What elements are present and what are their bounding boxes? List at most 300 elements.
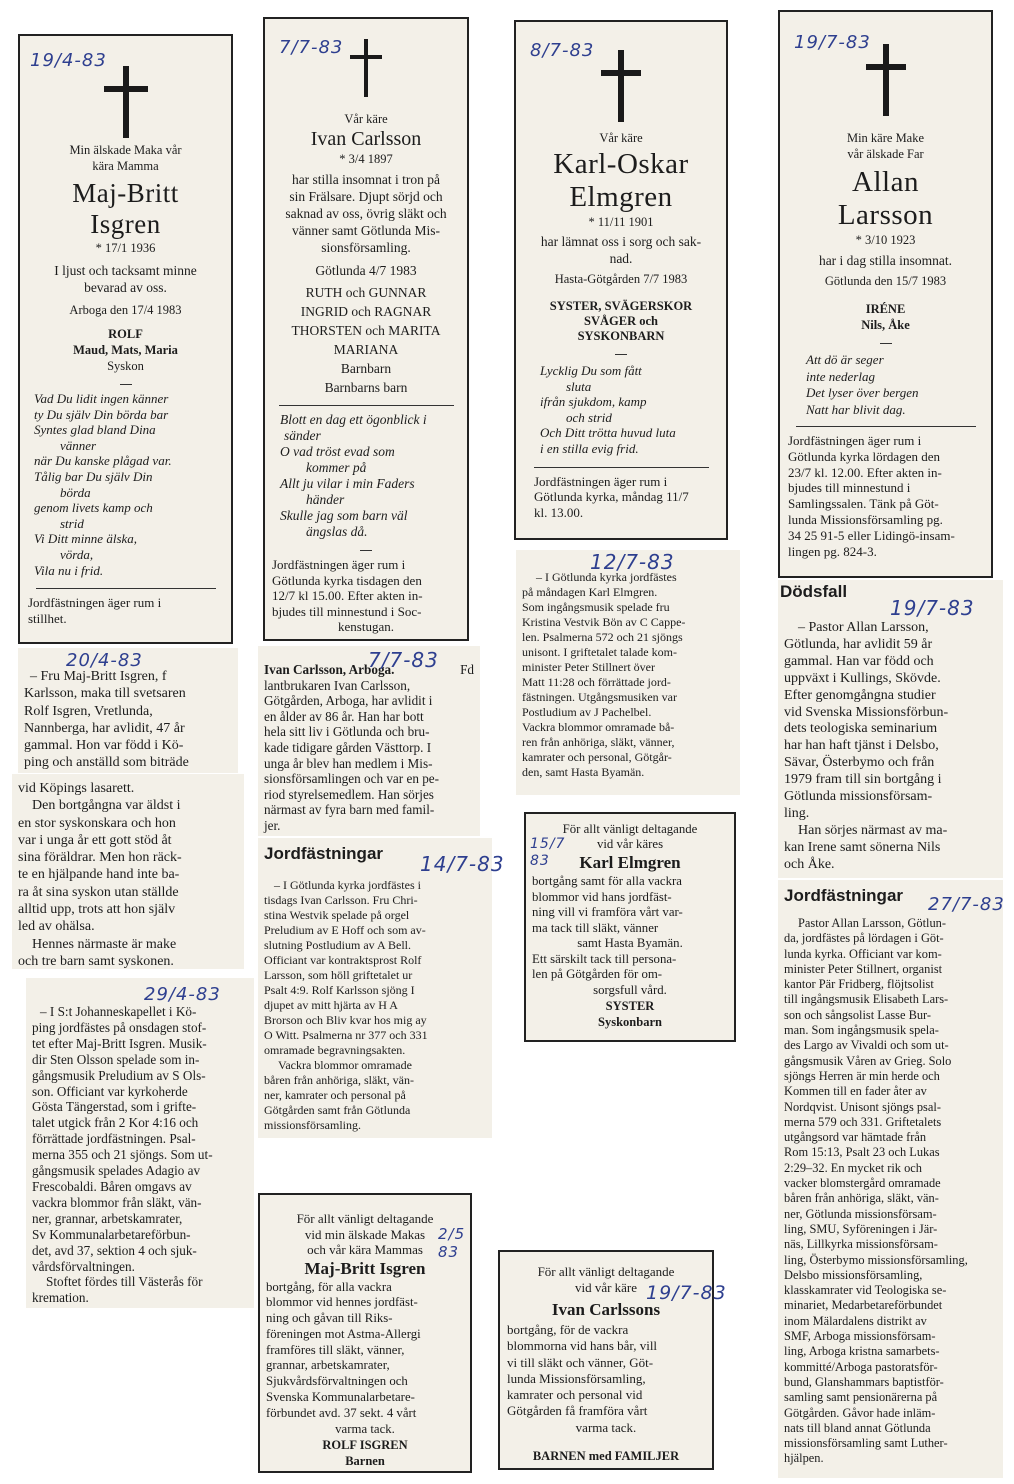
family-line: ROLF <box>108 327 143 341</box>
poem-line: Och Ditt trötta huvud luta <box>540 425 676 441</box>
poem-line: strid <box>60 515 84 531</box>
article-line: Kristina Vestvik Bön av C Cappe- <box>522 615 686 629</box>
poem-line: Skulle jag som barn väl <box>280 508 408 523</box>
family-line: THORSTEN och MARITA <box>291 323 441 338</box>
intro-line: För allt vänligt deltagande <box>537 1264 675 1279</box>
article-line: 1979 fram till sin bortgång i <box>784 772 942 788</box>
article-line: vårdsförvaltningen. <box>32 1258 135 1274</box>
handwritten-date: 19/4-83 <box>30 50 107 71</box>
funeral-info: Götlunda kyrka lördagen den <box>788 448 940 464</box>
death-notice-ivan <box>263 17 469 641</box>
article-line: Den bortgångna var äldst i <box>32 798 181 814</box>
notice-text-line: sin Frälsare. Djupt sörjd och <box>289 189 443 204</box>
article-majbritt-continued <box>12 774 244 969</box>
place-date: Arboga den 17/4 1983 <box>69 303 182 317</box>
birth-date: * 11/11 1901 <box>588 215 654 229</box>
poem <box>272 412 460 540</box>
article-line: ling, Österbymo missionsförsamling, <box>784 1252 968 1267</box>
intro-line: vid vår käres <box>596 837 664 851</box>
article-line: klasskamrater vid Teologiska se- <box>784 1283 947 1298</box>
intro-line: och vår kära Mammas <box>307 1242 423 1257</box>
section-heading: Jordfästningar <box>784 886 904 905</box>
cross-icon <box>350 39 382 97</box>
intro-line: Vår käre <box>599 131 643 145</box>
funeral-info: Jordfästningen äger rum i <box>534 473 668 489</box>
article-line: Rom 15:13, Psalt 23 och Lukas <box>784 1145 940 1160</box>
intro-line: Min käre Make <box>846 131 925 145</box>
article-line: Kommen till en fader åter av <box>784 1084 927 1099</box>
funeral-info: lunda Missionsförsamling pg. <box>788 511 943 527</box>
signature: Barnen <box>345 1454 385 1469</box>
deceased-name: Isgren <box>90 209 161 239</box>
thanks-line: blommorna vid hans bår, vill <box>507 1338 658 1354</box>
article-line: nats till bland annat Götlunda <box>784 1420 931 1435</box>
poem-line: Blott en dag ett ögonblick i <box>280 412 427 427</box>
article-line: utgångsord var hämtade från <box>784 1130 927 1145</box>
article-line: Psalt 4:9. Rolf Karlsson sjöng I <box>264 983 415 997</box>
memorial-line: bevarad av oss. <box>84 280 167 295</box>
handwritten-date: 29/4-83 <box>144 984 221 1005</box>
article-line: Sv Kommunalarbetareförbun- <box>32 1226 191 1242</box>
article-line: man. Som ingångsmusik spela- <box>784 1023 939 1038</box>
article-line: till ingångsmusik Elisabeth Lars- <box>784 992 949 1007</box>
article-line: minister Peter Stillnert, organist <box>784 961 943 976</box>
family-line: Nils, Åke <box>861 318 910 332</box>
article-line: ner, kamrater och personal på <box>264 1088 406 1102</box>
poem-line: Vi Ditt minne älska, <box>34 531 138 547</box>
birth-date: * 3/4 1897 <box>339 152 393 166</box>
funeral-info: stillhet. <box>28 610 67 626</box>
article-line: SMF, Arboga missionsförsam- <box>784 1329 936 1344</box>
thanks-line: blommor vid hans jordfäst- <box>532 889 672 904</box>
article-line: den, samt Hasta Byamän. <box>522 765 645 779</box>
poem-line: ifrån sjukdom, kamp <box>540 394 647 410</box>
deceased-name: Maj-Britt Isgren <box>304 1258 426 1278</box>
article-line: och Åke. <box>784 856 835 872</box>
article-line: Frescobaldi. Båren omgavs av <box>32 1178 192 1194</box>
article-line: Han sörjes närmast av ma- <box>798 822 948 838</box>
family-line: IRÉNE <box>865 302 906 316</box>
article-line: har han haft tjänst i Delsbo, <box>784 738 939 754</box>
article-line: lantbrukaren Ivan Carlsson, <box>264 677 411 693</box>
funeral-info: bjudes till minnestund i <box>788 480 911 496</box>
family-line: Barnbarn <box>340 361 392 376</box>
article-line: stina Westvik spelade på orgel <box>264 908 410 922</box>
deceased-name: Ivan Carlssons <box>551 1300 661 1319</box>
poem-line: i en stilla evig frid. <box>540 440 639 456</box>
article-line: sionsförsamlingen och var en pe- <box>264 771 440 787</box>
article-line: – I Götlunda kyrka jordfästes <box>536 570 677 584</box>
handwritten-date: 8/7-83 <box>530 40 595 61</box>
funeral-info: Samlingssalen. Tänk på Göt- <box>788 496 939 512</box>
cross-icon <box>601 50 641 122</box>
poem-line: Lycklig Du som fått <box>540 363 642 378</box>
article-line: Sävar, Österbymo och från <box>784 755 935 771</box>
birth-date: * 17/1 1936 <box>95 241 156 255</box>
article-line: var i unga år ett gott stöd åt <box>18 832 172 848</box>
article-allan-death <box>778 580 1003 878</box>
signature: BARNEN med FAMILJER <box>532 1449 680 1464</box>
thanks-line: ning och gåvan till Riks- <box>266 1311 393 1326</box>
family-line: Barnbarns barn <box>324 380 408 395</box>
article-majbritt-death <box>18 648 238 773</box>
article-line: te en hjälpande hand inte ba- <box>18 867 180 883</box>
poem-line: vörda, <box>60 546 94 562</box>
article-line: vackra blommor från släkt, vän- <box>32 1194 202 1210</box>
article-line: len. Psalmerna 572 och 21 sjöngs <box>522 630 683 644</box>
article-line: da, jordfästes på lördagen i Göt- <box>784 931 944 946</box>
poem-line: Vila nu i frid. <box>34 562 104 578</box>
poem <box>28 391 223 578</box>
thanks-line: framföres till släkt, vänner, <box>266 1342 405 1357</box>
funeral-info: 23/7 kl. 12.00. Efter akten in- <box>788 464 942 480</box>
intro-line: För allt vänligt deltagande <box>562 822 698 836</box>
article-line: ra åt sina syskon utan ställde <box>18 884 179 900</box>
article-majbritt-funeral <box>26 978 254 1308</box>
signature: ROLF ISGREN <box>322 1438 408 1453</box>
article-line: Götgården samt från Götlunda <box>264 1103 411 1117</box>
notice-text-line: sionsförsamling. <box>321 240 411 255</box>
article-line: dir Sten Olsson spelade som in- <box>32 1051 200 1067</box>
place-date: Hasta-Götgården 7/7 1983 <box>554 272 688 286</box>
article-line: Nordqvist. Unisont sjöngs psal- <box>784 1099 941 1114</box>
section-heading: Dödsfall <box>780 582 848 601</box>
article-line: på måndagen Karl Elmgren. <box>522 585 658 599</box>
article-line: omramade begravningsakten. <box>264 1043 406 1057</box>
thanks-line: varma tack. <box>575 1419 637 1435</box>
funeral-info: kenstugan. <box>338 619 394 634</box>
notice-text-line: har lämnat oss i sorg och sak- <box>540 234 702 249</box>
funeral-info: kl. 13.00. <box>534 505 584 521</box>
article-line: – I S:t Johanneskapellet i Kö- <box>40 1004 197 1019</box>
article-line: – Pastor Allan Larsson, <box>798 620 929 635</box>
intro-line: kära Mamma <box>92 159 159 173</box>
article-line: jer. <box>264 817 281 833</box>
thanks-line: varma tack. <box>335 1421 395 1436</box>
handwritten-date: 19/7-83 <box>890 596 975 620</box>
article-line: kommitté/Arboga pastoratsför- <box>784 1359 938 1374</box>
article-line: vid Köpings lasarett. <box>18 781 135 796</box>
article-line: sjöngs Herren är min herde och <box>784 1068 940 1083</box>
thanks-line: förbundet avd. 37 sekt. 4 vårt <box>266 1405 417 1420</box>
article-line: gammal. Han var född och <box>784 653 934 669</box>
notice-text-line: nad. <box>609 251 633 266</box>
article-line: Vackra blommor omramade <box>278 1058 412 1072</box>
article-line: ping jordfästes på onsdagen stof- <box>32 1019 207 1035</box>
article-line: vacker blomstergård omramade <box>784 1176 941 1191</box>
article-lead: Ivan Carlsson, Arboga. <box>264 662 395 677</box>
poem-line: när Du kanske plågad var. <box>34 453 172 469</box>
thanks-line: sorgsfull vård. <box>593 982 667 997</box>
signature: Syskonbarn <box>598 1015 662 1029</box>
handwritten-date: 19/7-83 <box>646 1282 727 1304</box>
intro-line: Vår käre <box>344 112 388 126</box>
intro-line: För allt vänligt deltagande <box>296 1211 434 1226</box>
thanks-notice-ivan <box>498 1250 727 1470</box>
article-allan-funeral <box>778 880 1003 1478</box>
article-line: 2:29–32. En mycket rik och <box>784 1160 922 1175</box>
article-line: Pastor Allan Larsson, Götlun- <box>798 916 946 930</box>
poem-line: sänder <box>284 428 321 443</box>
article-line: Officiant var kontraktsprost Rolf <box>264 953 422 967</box>
notice-text-line: saknad av oss, övrig släkt och <box>285 206 447 221</box>
section-heading: Jordfästningar <box>264 844 384 863</box>
thanks-line: bortgång, för de vackra <box>507 1322 629 1337</box>
handwritten-date: 15/7 83 <box>530 836 566 869</box>
article-line: merna 355 och 21 sjöngs. Som ut- <box>32 1147 213 1163</box>
poem-line: börda <box>60 484 91 500</box>
article-line: ping och anställd som biträde <box>24 755 189 771</box>
article-line: gammal. Hon var född i Kö- <box>24 738 184 754</box>
handwritten-date: 27/7-83 <box>928 894 1005 915</box>
thanks-line: bortgång, för alla vackra <box>266 1279 392 1294</box>
article-line: Stoftet fördes till Västerås för <box>46 1274 203 1290</box>
article-line: en ålder av 86 år. Han har bott <box>264 708 424 724</box>
article-line: närmast av fyra barn med famil- <box>264 802 435 818</box>
article-line: tisdags Ivan Carlsson. Fru Chri- <box>264 893 418 907</box>
article-line: Gösta Tängerstad, som i grifte- <box>32 1099 197 1115</box>
death-notice-allan <box>778 10 993 578</box>
article-line: Rolf Isgren, Vretlunda, <box>24 703 153 719</box>
cross-icon <box>866 44 906 116</box>
article-line: ling. <box>784 805 810 821</box>
funeral-info: lingen pg. 824-3. <box>788 543 877 559</box>
handwritten-date: 12/7-83 <box>590 550 675 574</box>
funeral-info: Jordfästningen äger rum i <box>272 557 406 572</box>
handwritten-date: 7/7-83 <box>368 648 439 672</box>
article-line: ren från anhöriga, släkt, vänner, <box>522 735 675 749</box>
article-line: Götgården. Gåvor hade inläm- <box>784 1405 936 1420</box>
thanks-line: Götgården få framföra vårt <box>507 1403 648 1419</box>
poem-line: inte nederlag <box>806 368 875 384</box>
article-line: uppväxt i Kullings, Skövde. <box>784 670 941 686</box>
poem-line: sluta <box>566 378 592 394</box>
intro-line: Min älskade Maka vår <box>69 143 182 157</box>
article-line: ner, grannar, arbetskamrater, <box>32 1210 183 1226</box>
poem-line: genom livets kamp och <box>34 500 153 516</box>
article-line: sina föräldrar. Men hon räck- <box>18 850 182 866</box>
notice-text-line: har stilla insomnat i tron på <box>291 172 441 187</box>
thanks-line: len på Götgården för om- <box>532 967 663 981</box>
article-line: dets teologiska seminarium <box>784 721 938 737</box>
article-line: gångsmusik Preludium av S Ols- <box>32 1067 206 1083</box>
article-line: Matt 11:28 och förrättade jord- <box>522 675 671 689</box>
article-line: son och sångsolist Lasse Bur- <box>784 1007 932 1022</box>
deceased-name: Ivan Carlsson <box>310 128 422 150</box>
handwritten-date: 7/7-83 <box>279 37 344 58</box>
deceased-name: Larsson <box>837 199 934 231</box>
article-line: merna 579 och 331. Griftetalets <box>784 1114 942 1129</box>
thanks-line: bortgång samt för alla vackra <box>532 874 682 888</box>
place-date: Götlunda den 15/7 1983 <box>824 274 947 288</box>
article-line: samling samt pensionärerna på <box>784 1390 938 1405</box>
article-line: inom Mälardalens distrikt av <box>784 1313 927 1328</box>
article-karl-funeral <box>516 550 740 795</box>
thanks-notice-karl <box>524 812 736 1042</box>
handwritten-date: 2/5 83 <box>438 1225 466 1261</box>
poem-line: Natt har blivit dag. <box>806 401 906 417</box>
article-line: Delsbo missionsförsamling, <box>784 1267 923 1282</box>
poem-line: ty Du själv Din börda bar <box>34 406 169 422</box>
article-line: Preludium av E Hoff och som av- <box>264 923 426 937</box>
article-line: gångsmusik Våren av Grieg. Solo <box>784 1053 952 1068</box>
article-line: kamrater och personal, Götgår- <box>522 750 672 764</box>
birth-date: * 3/10 1923 <box>855 233 916 247</box>
article-line: riod styrelsemedlem. Han sörjes <box>264 786 434 802</box>
article-line: näs, Lillkyrka missionsförsam- <box>784 1237 938 1252</box>
article-line: det, avd 37, sektion 4 och sjuk- <box>32 1242 197 1258</box>
signature: SYSTER <box>605 999 655 1013</box>
article-line: en stor syskonskara och hon <box>18 815 176 831</box>
deceased-name: Elmgren <box>569 181 673 213</box>
poem-line: Det lyser över bergen <box>806 385 919 400</box>
article-line: ner, Götlunda missionsförsam- <box>784 1206 937 1221</box>
funeral-info: Jordfästningen äger rum i <box>28 595 162 611</box>
poem-line: och strid <box>566 409 612 425</box>
handwritten-date: 14/7-83 <box>420 852 505 876</box>
article-line: ling, SMU, Syföreningen i Jär- <box>784 1221 938 1236</box>
article-line: bund, Glanshammars baptistför- <box>784 1374 944 1389</box>
article-line: missionsförsamling samt Luther- <box>784 1436 948 1451</box>
notice-text-line: har i dag stilla insomnat. <box>818 253 953 268</box>
article-ivan-death <box>258 646 480 836</box>
intro-line: vid vår käre <box>574 1280 638 1295</box>
thanks-line: vi till släkt och vänner, Göt- <box>507 1354 654 1370</box>
article-line: Karlsson, maka till svetsaren <box>24 686 186 702</box>
funeral-info: 12/7 kl 15.00. Efter akten in- <box>272 588 423 603</box>
article-line: led av ohälsa. <box>18 919 95 935</box>
article-line: son. Officiant var kyrkoherde <box>32 1083 188 1099</box>
thanks-line: ning vill vi framföra vårt var- <box>532 905 683 919</box>
thanks-line: lunda Missionsförsamling, <box>507 1370 646 1386</box>
article-line: Fd <box>460 662 474 677</box>
funeral-info: bjudes till minnestund i Soc- <box>272 603 422 619</box>
death-notice-karl <box>514 20 728 540</box>
family-line: SYSKONBARN <box>577 329 665 343</box>
poem-line: Att dö är seger <box>806 352 884 367</box>
thanks-line: kamrater och personal vid <box>507 1387 643 1403</box>
poem-line: kommer på <box>306 460 367 475</box>
article-line: Brorson och Bliv kvar hos mig ay <box>264 1013 427 1027</box>
funeral-info: 34 25 91-5 eller Lidingö-insam- <box>788 527 955 543</box>
family-line: RUTH och GUNNAR <box>305 285 427 300</box>
deceased-name: Karl-Oskar <box>553 148 689 180</box>
article-line: kade tidigare gården Västtorp. I <box>264 739 432 755</box>
family-line: SYSTER, SVÄGERSKOR <box>549 299 693 313</box>
article-line: unisont. I griftetalet talade kom- <box>522 645 677 659</box>
poem <box>788 352 983 418</box>
thanks-line: Sjukvårdsförvaltningen och <box>266 1374 408 1389</box>
article-line: förrättade jordfästningen. Psal- <box>32 1131 196 1147</box>
article-line: alltid upp, trots att hon själv <box>18 902 176 918</box>
article-line: båren från anhöriga, släkt, vän- <box>784 1191 939 1206</box>
poem-line: Syntes glad bland Dina <box>34 422 156 438</box>
deceased-name: Karl Elmgren <box>579 853 681 872</box>
article-line: båren från anhöriga, släkt, vän- <box>264 1073 414 1087</box>
article-line: fästningen. Utgångsmusiken var <box>522 690 677 704</box>
article-line: djupet av mitt hjärta av H A <box>264 998 398 1012</box>
article-line: Postludium av J Pachelbel. <box>522 705 652 719</box>
article-line: slutning Postludium av A Bell. <box>264 938 412 952</box>
memorial-line: I ljust och tacksamt minne <box>54 263 197 278</box>
thanks-line: Ett särskilt tack till persona- <box>532 951 677 966</box>
article-line: och tre barn samt syskonen. <box>18 953 174 969</box>
poem <box>524 363 718 457</box>
article-line: Nannberga, har avlidit, 47 år <box>24 720 185 736</box>
poem-line: vänner <box>60 437 97 453</box>
article-line: minister Peter Stillnert över <box>522 660 655 674</box>
article-line: Larsson, som höll griftetalet ur <box>264 968 413 982</box>
funeral-info: Jordfästningen äger rum i <box>788 433 922 448</box>
poem-line: Tålig bar Du själv Din <box>34 468 153 484</box>
poem-line: Vad Du lidit ingen känner <box>34 391 169 406</box>
thanks-line: Svenska Kommunalarbetare- <box>266 1390 415 1405</box>
article-line: Som ingångsmusik spelade fru <box>522 600 670 614</box>
article-line: tet efter Maj-Britt Isgren. Musik- <box>32 1035 207 1051</box>
funeral-info: Götlunda kyrka tisdagen den <box>272 572 422 588</box>
article-line: des Largo av Vivaldi och som ut- <box>784 1038 949 1053</box>
deceased-name: Maj-Britt <box>72 178 179 208</box>
article-line: Efter genomgångna studier <box>784 687 936 703</box>
intro-line: vår älskade Far <box>847 147 924 161</box>
article-line: O Witt. Psalmerna nr 377 och 331 <box>264 1028 428 1042</box>
article-line: missionsförsamling. <box>264 1118 362 1132</box>
thanks-line: blommor vid hennes jordfäst- <box>266 1295 418 1310</box>
place-date: Götlunda 4/7 1983 <box>315 263 417 278</box>
poem-line: Allt ju vilar i min Faders <box>280 476 415 491</box>
article-line: kremation. <box>32 1290 89 1306</box>
thanks-line: föreningen mot Astma-Allergi <box>266 1326 421 1341</box>
poem-line: händer <box>306 492 345 507</box>
funeral-info: Götlunda kyrka, måndag 11/7 <box>534 489 689 505</box>
article-line: vid Svenska Missionsförbun- <box>784 704 949 720</box>
handwritten-date: 20/4-83 <box>66 650 143 671</box>
notice-text-line: vänner samt Götlunda Mis- <box>291 223 441 238</box>
family-line: INGRID och RAGNAR <box>300 304 432 319</box>
death-notice-majbritt <box>18 34 233 644</box>
article-line: minariet, Medarbetareförbundet <box>784 1298 943 1313</box>
article-ivan-funeral <box>258 838 505 1138</box>
family-line: Syskon <box>107 359 144 373</box>
article-line: Hennes närmaste är make <box>32 936 177 952</box>
poem-line: ängslas då. <box>306 524 368 539</box>
article-line: ling, Arboga kristna samarbets- <box>784 1344 940 1359</box>
article-line: lunda kyrka. Officiant var kom- <box>784 946 942 961</box>
article-line: Götlunda missionsförsam- <box>784 789 933 805</box>
article-line: Götlunda, har avlidit 59 år <box>784 636 933 652</box>
thanks-line: samt Hasta Byamän. <box>577 936 683 950</box>
article-line: talet utgick från 2 Kor 4:16 och <box>32 1115 199 1131</box>
handwritten-date: 19/7-83 <box>794 32 871 53</box>
family-line: Maud, Mats, Maria <box>73 343 178 357</box>
article-line: kan Irene samt sönerna Nils <box>784 839 941 855</box>
cross-icon <box>104 66 148 138</box>
thanks-line: ma tack till släkt, vänner <box>532 920 659 935</box>
article-line: hela sitt liv i Götlunda och bru- <box>264 724 430 740</box>
poem-line: O vad tröst evad som <box>280 444 395 459</box>
article-line: unga år blev han medlem i Mis- <box>264 755 433 771</box>
article-line: – Fru Maj-Britt Isgren, f <box>30 669 167 684</box>
article-line: Götgården, Arboga, har avlidit i <box>264 693 433 709</box>
article-line: hjälpen. <box>784 1451 824 1466</box>
article-line: – I Götlunda kyrka jordfästes i <box>274 878 421 892</box>
article-line: kantor Pär Fridberg, flöjtsolist <box>784 977 934 992</box>
family-line: SVÅGER och <box>584 314 658 328</box>
thanks-notice-majbritt <box>258 1193 472 1473</box>
thanks-line: grannar, arbetskamrater, <box>266 1358 390 1373</box>
article-line: Vackra blommor omramade bå- <box>522 720 675 734</box>
deceased-name: Allan <box>852 166 919 198</box>
